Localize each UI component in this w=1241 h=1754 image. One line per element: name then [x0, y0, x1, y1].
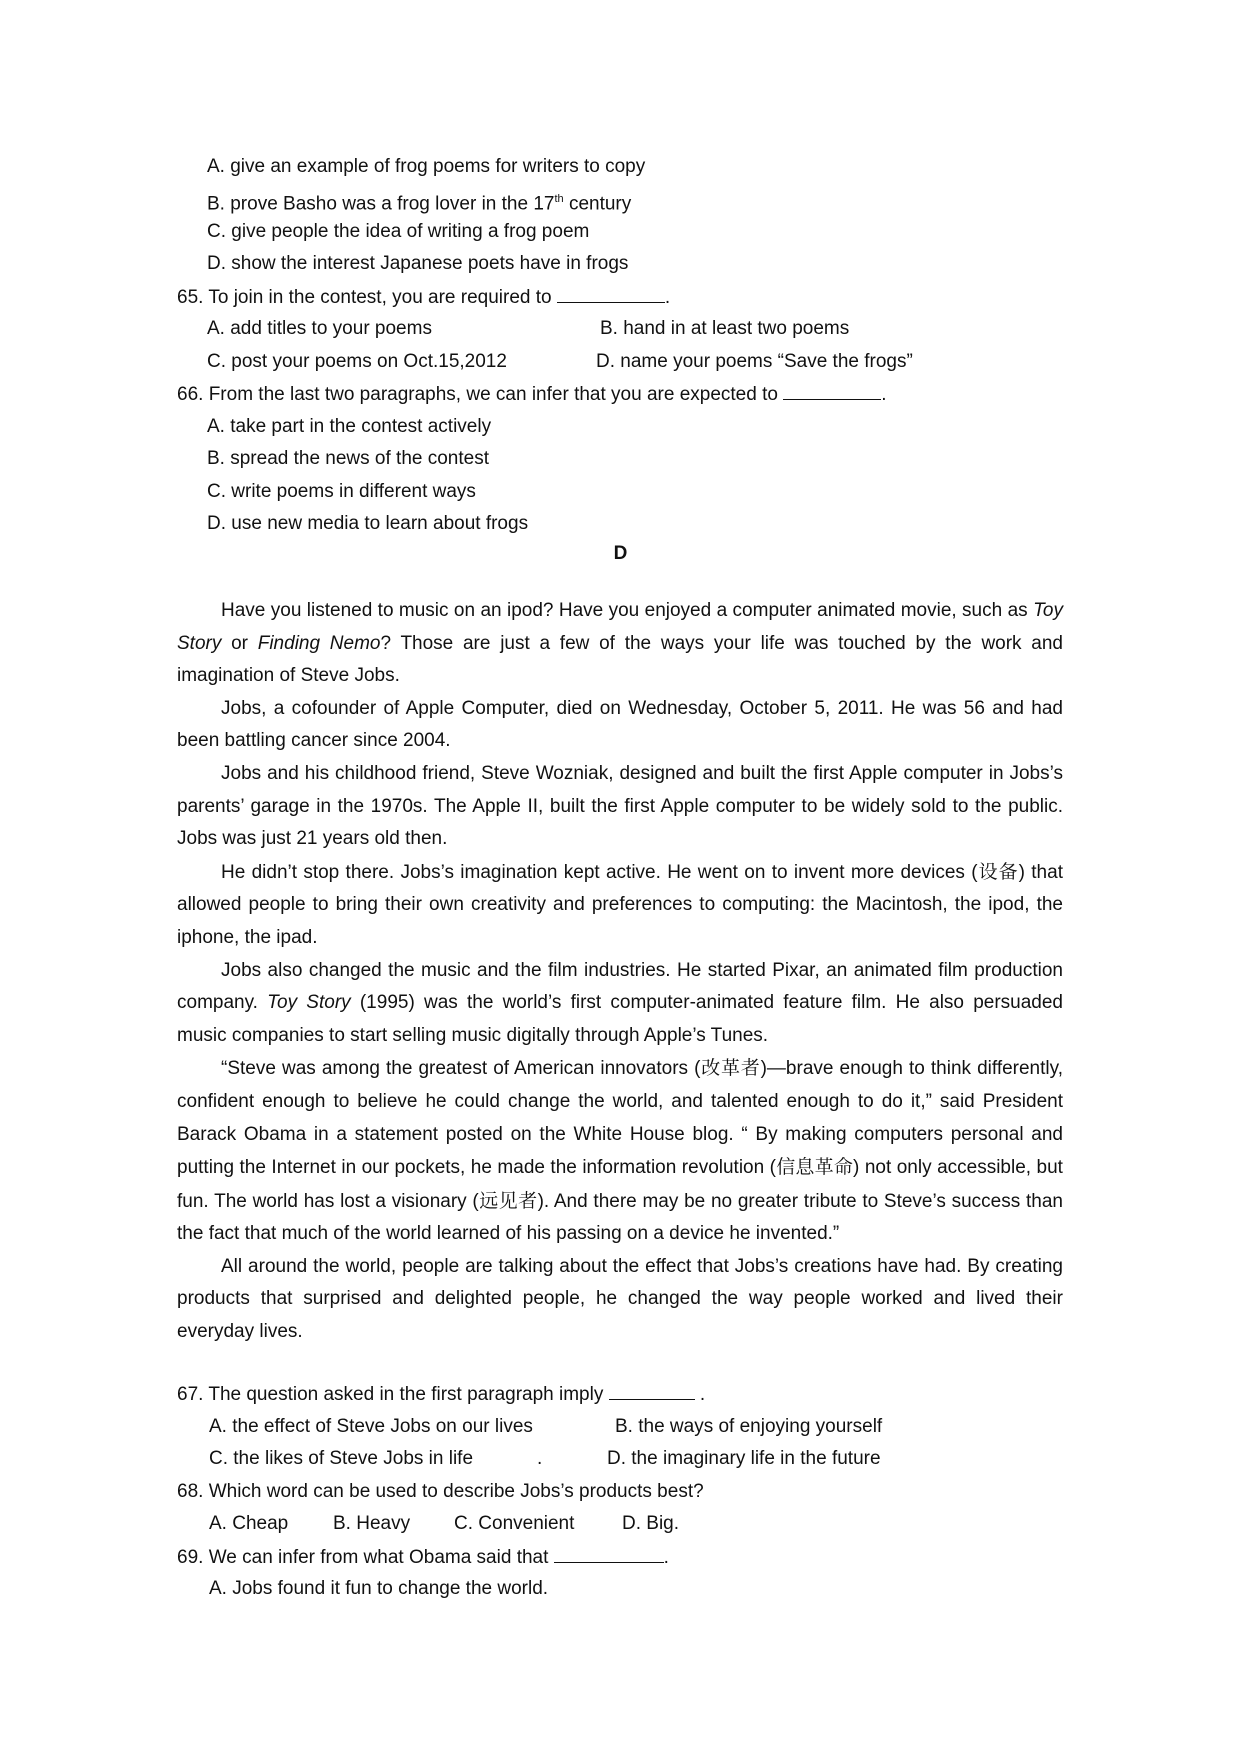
q66-answer-blank	[783, 381, 881, 400]
q64-option-d: D. show the interest Japanese poets have in frogs	[207, 253, 629, 274]
q67-option-c-dot: .	[537, 1448, 543, 1469]
passage-paragraph-2: Jobs, a cofounder of Apple Computer, died on Wednesday, October 5, 2011. He was 56 and had been battling cancer since 2004.	[177, 697, 1063, 752]
q68-option-a: A. Cheap	[209, 1513, 289, 1534]
p6-gloss-3: 远见者	[478, 1189, 538, 1212]
p6-text-a: “Steve was among the greatest of American innovators (	[221, 1058, 701, 1080]
q67-option-a: A. the effect of Steve Jobs on our lives	[209, 1416, 533, 1437]
q68-stem: 68. Which word can be used to describe Jobs’s products best?	[177, 1481, 704, 1502]
p5-text-a: Jobs also changed the music and the film industries. He started Pixar, an animated film production company.	[177, 959, 1063, 1014]
q67-option-b: B. the ways of enjoying yourself	[615, 1416, 883, 1437]
q65-answer-blank	[557, 284, 665, 303]
q65-stem	[177, 284, 670, 311]
q66-stem-end: .	[881, 384, 887, 405]
q66-stem	[177, 381, 887, 408]
q67-stem	[177, 1381, 705, 1408]
q69-answer-blank	[554, 1544, 664, 1563]
q67-stem-text: 67. The question asked in the first paragraph imply	[177, 1384, 604, 1405]
q64-option-b	[207, 186, 631, 217]
p4-text-a: He didn’t stop there. Jobs’s imagination kept active. He went on to invent more devices (	[221, 861, 978, 883]
passage-paragraph-1	[177, 595, 1063, 693]
section-label: D	[613, 543, 628, 564]
q65-stem-text: 65. To join in the contest, you are required to	[177, 287, 552, 308]
q64-option-b-sup: th	[554, 193, 564, 205]
passage-paragraph-6	[177, 1052, 1063, 1251]
q64-option-a: A. give an example of frog poems for writers to copy	[207, 156, 646, 177]
q67-answer-blank	[609, 1381, 695, 1400]
q65-option-a: A. add titles to your poems	[207, 318, 432, 339]
p6-text-d: ). And there may be no greater tribute to Steve’s success than the fact that much of the world learned of his passing on a device he invented.”	[177, 1190, 1063, 1245]
q69-stem-text: 69. We can infer from what Obama said that	[177, 1547, 549, 1568]
passage-paragraph-7: All around the world, people are talking about the effect that Jobs’s creations have had. By creating products that surprised and delighted people, he changed the way people worked and lived their everyday lives.	[177, 1255, 1063, 1343]
p1-text-a: Have you listened to music on an ipod? Have you enjoyed a computer animated movie, such as	[221, 600, 1034, 621]
passage-paragraph-4	[177, 856, 1063, 955]
passage-paragraph-5	[177, 955, 1063, 1053]
p1-text-or: or	[221, 632, 258, 654]
p6-gloss-1: 改革者	[700, 1057, 761, 1080]
q69-stem	[177, 1544, 669, 1571]
q65-option-d: D. name your poems “Save the frogs”	[596, 351, 913, 372]
p4-gloss: 设备	[977, 860, 1019, 883]
q66-option-a: A. take part in the contest actively	[207, 416, 492, 437]
p4-text-b: ) that allowed people to bring their own creativity and preferences to computing: the Macintosh, the ipod, the iphone, the ipad.	[177, 861, 1063, 948]
passage-paragraph-3: Jobs and his childhood friend, Steve Wozniak, designed and built the first Apple computer in Jobs’s parents’ garage in the 1970s. The Apple II, built the first Apple computer to be widely sold to the public. Jobs was just 21 years old then.	[177, 762, 1063, 850]
p5-toy-story: Toy Story	[267, 992, 351, 1014]
q66-stem-text: 66. From the last two paragraphs, we can infer that you are expected to	[177, 384, 778, 405]
q64-option-c: C. give people the idea of writing a frog poem	[207, 221, 590, 242]
p1-text-b: ? Those are just a few of the ways your life was touched by the work and imagination of Steve Jobs.	[177, 632, 1063, 687]
q67-option-c: C. the likes of Steve Jobs in life	[209, 1448, 474, 1469]
q68-option-d: D. Big.	[622, 1513, 680, 1534]
q66-option-b: B. spread the news of the contest	[207, 448, 490, 469]
q67-option-d: D. the imaginary life in the future	[607, 1448, 881, 1469]
p1-toy-story: Toy Story	[177, 600, 1063, 654]
q68-option-c: C. Convenient	[454, 1513, 575, 1534]
reading-passage	[177, 595, 1063, 1349]
q69-option-a: A. Jobs found it fun to change the world.	[209, 1578, 549, 1599]
q64-option-b-suffix: century	[563, 193, 632, 215]
q66-option-c: C. write poems in different ways	[207, 481, 476, 502]
q64-option-b-text: B. prove Basho was a frog lover in the 17	[207, 193, 555, 215]
p5-text-b: (1995) was the world’s first computer-animated feature film. He also persuaded music companies to start selling music digitally through Apple’s Tunes.	[177, 992, 1063, 1046]
q69-stem-end: .	[663, 1547, 669, 1568]
p1-finding-nemo: Finding Nemo	[257, 632, 381, 654]
p6-text-b: )—brave enough to think differently, confident enough to believe he could change the world, and talented enough to do it,” said President Barack Obama in a statement posted on the White House blog. “ By making computers personal and putting the Internet in our pockets, he made the information revolution (	[177, 1058, 1063, 1179]
q66-option-d: D. use new media to learn about frogs	[207, 513, 529, 534]
p6-gloss-2: 信息革命	[776, 1156, 854, 1179]
q65-option-b: B. hand in at least two poems	[600, 318, 850, 339]
q67-stem-end: .	[694, 1384, 706, 1405]
q65-option-c: C. post your poems on Oct.15,2012	[207, 351, 507, 372]
p6-text-c: ) not only accessible, but fun. The world has lost a visionary (	[177, 1157, 1063, 1212]
q65-stem-end: .	[664, 287, 671, 308]
q68-option-b: B. Heavy	[333, 1513, 411, 1534]
